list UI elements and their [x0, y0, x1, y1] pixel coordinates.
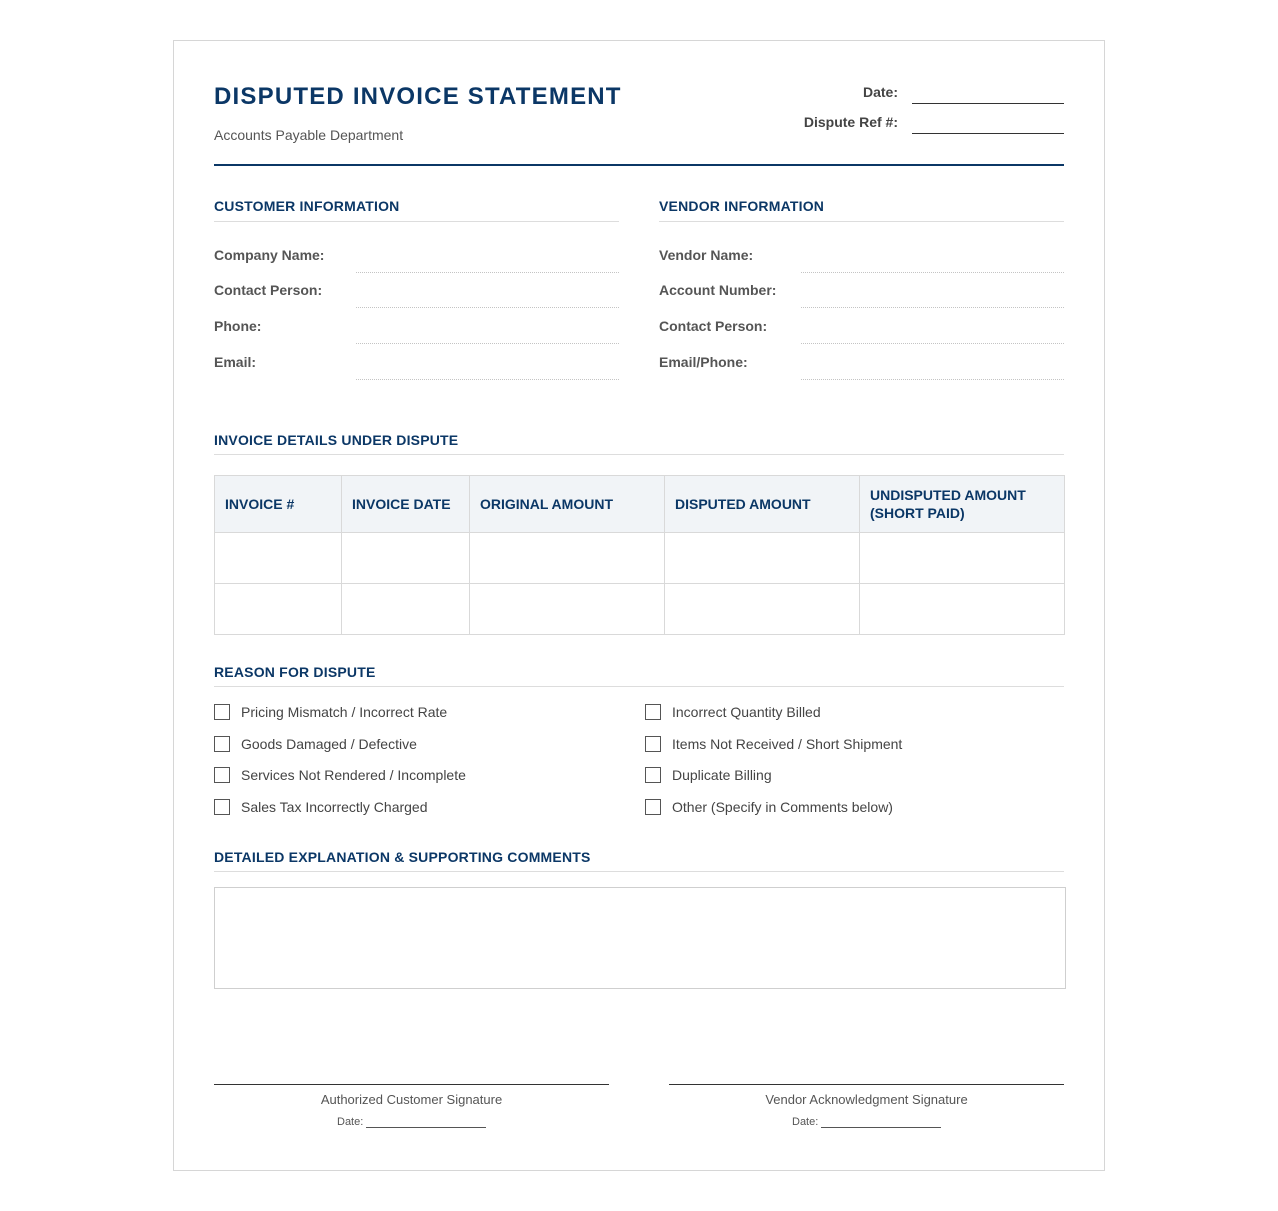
date-line [366, 1115, 486, 1128]
email-field[interactable] [356, 379, 619, 380]
comments-textarea[interactable] [214, 887, 1066, 989]
reason-label: Items Not Received / Short Shipment [672, 736, 903, 752]
invoice-section-rule [214, 454, 1064, 455]
reason-section-rule [214, 686, 1064, 687]
customer-contact-field[interactable] [356, 307, 619, 308]
checkbox[interactable] [214, 767, 230, 783]
customer-signature-label: Authorized Customer Signature [320, 1092, 503, 1107]
reason-label: Incorrect Quantity Billed [672, 704, 821, 720]
checkbox[interactable] [214, 704, 230, 720]
customer-contact-label: Contact Person: [214, 282, 323, 298]
reason-duplicate-billing[interactable] [645, 765, 772, 785]
page-title: DISPUTED INVOICE STATEMENT [214, 83, 622, 110]
phone-label: Phone: [214, 318, 262, 334]
reason-label: Sales Tax Incorrectly Charged [241, 799, 428, 815]
comments-section-title: DETAILED EXPLANATION & SUPPORTING COMMENTS [214, 849, 591, 865]
table-cell[interactable] [215, 533, 342, 584]
date-label: Date: [337, 1116, 364, 1128]
email-phone-label: Email/Phone: [659, 354, 748, 370]
table-cell[interactable] [470, 533, 665, 584]
table-cell[interactable] [215, 584, 342, 635]
checkbox[interactable] [214, 799, 230, 815]
original-amount-header: ORIGINAL AMOUNT [470, 476, 665, 533]
checkbox[interactable] [645, 736, 661, 752]
date-line [821, 1115, 941, 1128]
reason-section-title: REASON FOR DISPUTE [214, 664, 376, 680]
date-field[interactable] [912, 103, 1064, 104]
table-cell[interactable] [342, 533, 470, 584]
reason-goods-damaged[interactable] [214, 734, 417, 754]
customer-section-title: CUSTOMER INFORMATION [214, 198, 400, 214]
table-row [215, 533, 1065, 584]
reason-label: Other (Specify in Comments below) [672, 799, 893, 815]
reason-label: Pricing Mismatch / Incorrect Rate [241, 704, 448, 720]
table-cell[interactable] [342, 584, 470, 635]
table-row [215, 584, 1065, 635]
vendor-signature-date[interactable] [792, 1115, 941, 1128]
vendor-contact-field[interactable] [801, 343, 1064, 344]
email-label: Email: [214, 354, 257, 370]
reason-other[interactable] [645, 797, 893, 817]
account-number-label: Account Number: [659, 282, 777, 298]
customer-section-rule [214, 221, 619, 222]
invoice-table [214, 475, 1065, 635]
customer-signature-date[interactable] [337, 1115, 486, 1128]
table-cell[interactable] [860, 533, 1065, 584]
dispute-ref-label: Dispute Ref #: [803, 114, 898, 130]
table-cell[interactable] [470, 584, 665, 635]
dispute-ref-field[interactable] [912, 133, 1064, 134]
invoice-table-header [215, 476, 1065, 533]
account-number-field[interactable] [801, 307, 1064, 308]
date-label: Date: [862, 84, 898, 100]
comments-section-rule [214, 871, 1064, 872]
vendor-section-title: VENDOR INFORMATION [659, 198, 825, 214]
reason-label: Goods Damaged / Defective [241, 736, 417, 752]
reason-services-not-rendered[interactable] [214, 765, 466, 785]
undisputed-amount-header: UNDISPUTED AMOUNT (SHORT PAID) [860, 476, 1065, 533]
vendor-name-field[interactable] [801, 272, 1064, 273]
header-divider [214, 164, 1064, 166]
vendor-signature-line[interactable] [669, 1084, 1064, 1085]
company-name-field[interactable] [356, 272, 619, 273]
email-phone-field[interactable] [801, 379, 1064, 380]
checkbox[interactable] [645, 767, 661, 783]
phone-field[interactable] [356, 343, 619, 344]
reason-label: Duplicate Billing [672, 767, 772, 783]
reason-label: Services Not Rendered / Incomplete [241, 767, 466, 783]
company-name-label: Company Name: [214, 247, 325, 263]
reason-incorrect-quantity[interactable] [645, 702, 821, 722]
statement-sheet [173, 40, 1105, 1171]
reason-items-not-received[interactable] [645, 734, 902, 754]
department-subtitle: Accounts Payable Department [214, 127, 404, 143]
table-cell[interactable] [665, 584, 860, 635]
customer-signature-line[interactable] [214, 1084, 609, 1085]
checkbox[interactable] [645, 799, 661, 815]
date-label: Date: [792, 1116, 819, 1128]
reason-pricing-mismatch[interactable] [214, 702, 447, 722]
vendor-contact-label: Contact Person: [659, 318, 768, 334]
invoice-number-header: INVOICE # [215, 476, 342, 533]
invoice-section-title: INVOICE DETAILS UNDER DISPUTE [214, 432, 459, 448]
vendor-signature-label: Vendor Acknowledgment Signature [765, 1092, 968, 1107]
invoice-date-header: INVOICE DATE [342, 476, 470, 533]
vendor-section-rule [659, 221, 1064, 222]
reason-sales-tax[interactable] [214, 797, 428, 817]
table-cell[interactable] [860, 584, 1065, 635]
table-cell[interactable] [665, 533, 860, 584]
checkbox[interactable] [645, 704, 661, 720]
vendor-name-label: Vendor Name: [659, 247, 754, 263]
checkbox[interactable] [214, 736, 230, 752]
disputed-amount-header: DISPUTED AMOUNT [665, 476, 860, 533]
